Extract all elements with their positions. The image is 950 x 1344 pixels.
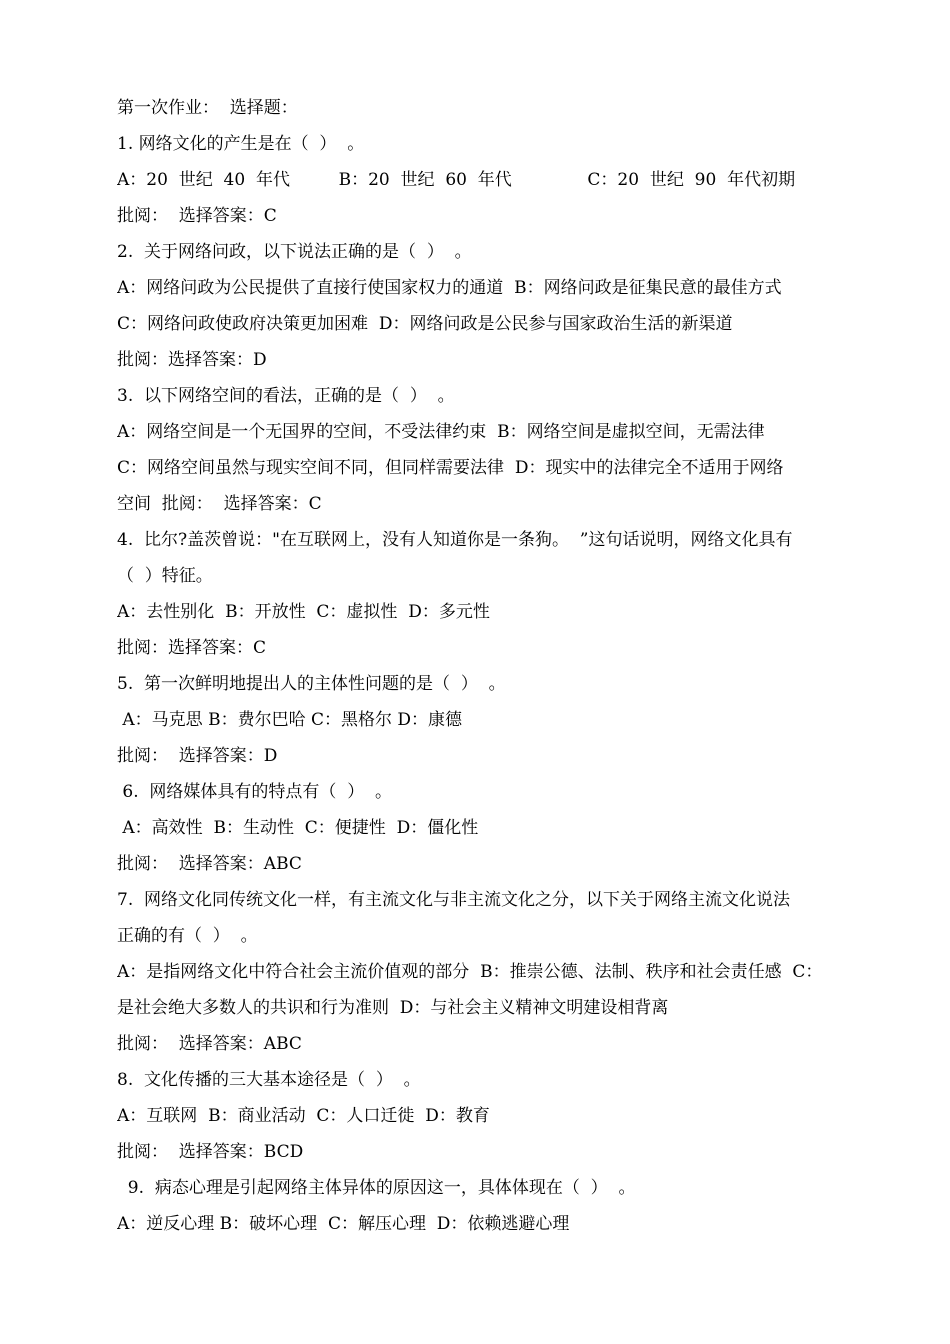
question-3-options-b: C：网络空间虽然与现实空间不同，但同样需要法律 D：现实中的法律完全不适用于网络 xyxy=(117,458,784,478)
question-5-options: A：马克思 B：费尔巴哈 C：黑格尔 D：康德 xyxy=(117,710,463,730)
question-5: 5. 第一次鲜明地提出人的主体性问题的是（ ） 。 xyxy=(117,674,506,694)
question-4-cont: （ ）特征。 xyxy=(117,566,213,586)
question-8-answer: 批阅： 选择答案：BCD xyxy=(117,1142,304,1162)
section-heading: 第一次作业： 选择题： xyxy=(117,98,298,118)
question-9-options: A：逆反心理 B：破坏心理 C：解压心理 D：依赖逃避心理 xyxy=(117,1214,570,1234)
question-7-answer: 批阅： 选择答案：ABC xyxy=(117,1034,302,1054)
question-2-answer: 批阅：选择答案：D xyxy=(117,350,267,370)
question-2-options-a: A：网络问政为公民提供了直接行使国家权力的通道 B：网络问政是征集民意的最佳方式 xyxy=(117,278,782,298)
question-1-answer: 批阅： 选择答案：C xyxy=(117,206,277,226)
question-7-options-b: 是社会绝大多数人的共识和行为准则 D：与社会主义精神文明建设相背离 xyxy=(117,998,669,1018)
question-5-answer: 批阅： 选择答案：D xyxy=(117,746,278,766)
question-9: 9. 病态心理是引起网络主体异体的原因这一，具体体现在（ ） 。 xyxy=(117,1178,636,1198)
question-7-options-a: A：是指网络文化中符合社会主流价值观的部分 B：推崇公德、法制、秩序和社会责任感 C： xyxy=(117,962,823,982)
question-3-options-a: A：网络空间是一个无国界的空间，不受法律约束 B：网络空间是虚拟空间，无需法律 xyxy=(117,422,765,442)
question-4-answer: 批阅：选择答案：C xyxy=(117,638,267,658)
question-8: 8. 文化传播的三大基本途径是（ ） 。 xyxy=(117,1070,421,1090)
question-6: 6. 网络媒体具有的特点有（ ） 。 xyxy=(117,782,393,802)
question-2: 2. 关于网络问政，以下说法正确的是（ ） 。 xyxy=(117,242,472,262)
question-1: 1. 网络文化的产生是在（ ） 。 xyxy=(117,134,365,154)
question-3-answer: 空间 批阅： 选择答案：C xyxy=(117,494,322,514)
question-4-options: A：去性别化 B：开放性 C：虚拟性 D：多元性 xyxy=(117,602,490,622)
question-6-answer: 批阅： 选择答案：ABC xyxy=(117,854,302,874)
question-1-options: A：20 世纪 40 年代 B：20 世纪 60 年代 C：20 世纪 90 年代初期 xyxy=(117,170,796,190)
question-7: 7. 网络文化同传统文化一样，有主流文化与非主流文化之分，以下关于网络主流文化说法 xyxy=(117,890,791,910)
question-3: 3. 以下网络空间的看法，正确的是（ ） 。 xyxy=(117,386,455,406)
question-8-options: A：互联网 B：商业活动 C：人口迁徙 D：教育 xyxy=(117,1106,490,1126)
question-6-options: A：高效性 B：生动性 C：便捷性 D：僵化性 xyxy=(117,818,479,838)
question-7-cont: 正确的有（ ） 。 xyxy=(117,926,258,946)
question-2-options-b: C：网络问政使政府决策更加困难 D：网络问政是公民参与国家政治生活的新渠道 xyxy=(117,314,733,334)
question-4: 4. 比尔?盖茨曾说："在互联网上，没有人知道你是一条狗。 ”这句话说明，网络文化具有 xyxy=(117,530,793,550)
